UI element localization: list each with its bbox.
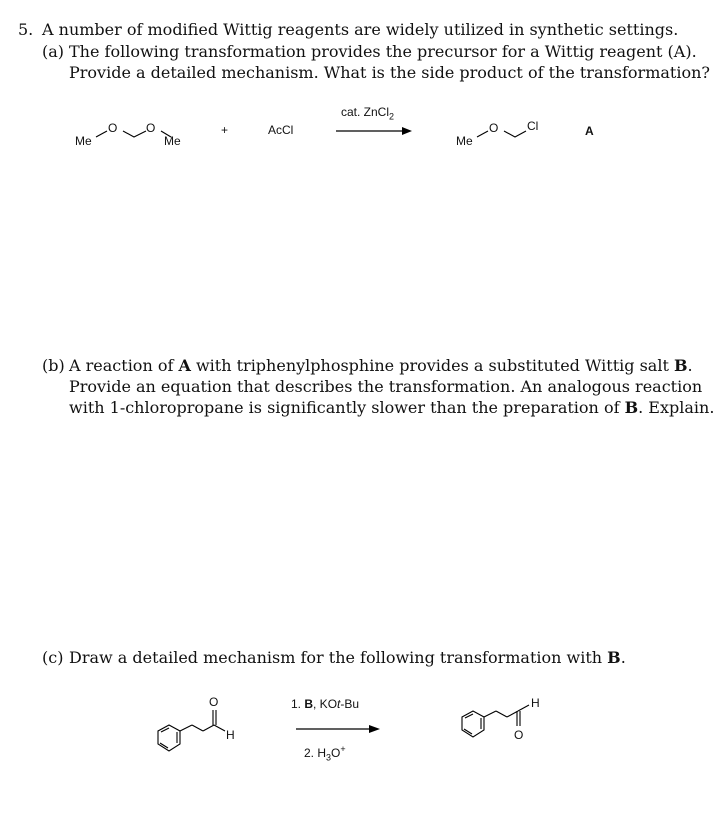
start-aldehyde-hydrogen: H <box>226 728 235 742</box>
part-c-label: (c) <box>42 648 64 667</box>
product-label-a: A <box>585 124 594 138</box>
question-number: 5. <box>18 20 34 39</box>
reactant-oxygen-1: O <box>108 121 118 135</box>
product-me: Me <box>456 134 473 148</box>
reagent-acetyl-chloride: AcCl <box>268 123 294 137</box>
part-a-line2: Provide a detailed mechanism. What is the side product of the transformation? <box>69 63 710 82</box>
part-b-line1: A reaction of A with triphenylphosphine provides a substituted Wittig salt B. <box>69 356 693 375</box>
part-c-text: Draw a detailed mechanism for the following transformation with B. <box>69 648 626 667</box>
start-aldehyde-oxygen: O <box>209 695 219 709</box>
product-chlorine: Cl <box>527 119 539 133</box>
part-a-label: (a) <box>42 42 65 61</box>
reactant-me-left: Me <box>75 134 92 148</box>
question-intro: A number of modified Wittig reagents are widely utilized in synthetic settings. <box>42 20 679 39</box>
reactant-me-right: Me <box>164 134 181 148</box>
conditions-step-2: 2. $H_3O^+$ <box>304 744 346 763</box>
product-aldehyde-oxygen: O <box>514 728 524 742</box>
part-b-line2: Provide an equation that describes the transformation. An analogous reaction <box>69 377 703 396</box>
plus-sign: + <box>221 123 229 137</box>
part-b-line3: with 1-chloropropane is significantly slower than the preparation of B. Explain. <box>69 398 714 417</box>
product-aldehyde-hydrogen: H <box>531 696 540 710</box>
part-a-line1: The following transformation provides the precursor for a Wittig reagent (A). <box>69 42 697 61</box>
product-oxygen: O <box>489 121 499 135</box>
reactant-oxygen-2: O <box>146 121 156 135</box>
conditions-step-1: 1. B, KOt-Bu <box>291 697 360 711</box>
part-b-label: (b) <box>42 356 65 375</box>
conditions-a: cat. ZnCl$_2$ <box>341 105 395 122</box>
